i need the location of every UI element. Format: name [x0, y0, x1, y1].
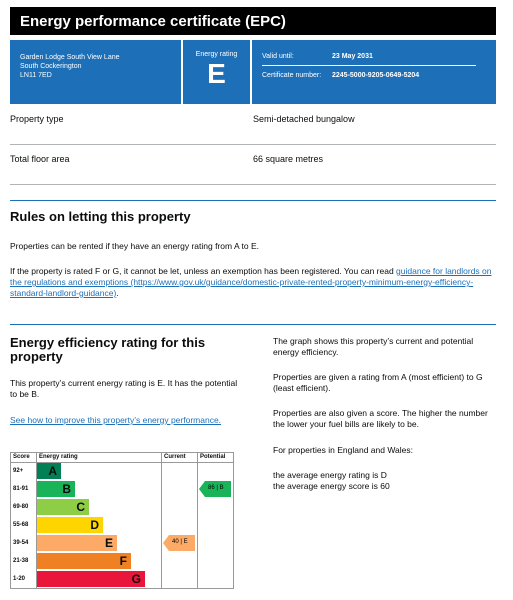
band-letter-c: C	[76, 500, 85, 514]
average-score-text: the average energy score is 60	[273, 481, 390, 491]
floor-area-label: Total floor area	[10, 154, 70, 164]
band-letter-e: E	[104, 536, 113, 550]
band-bar-a	[37, 463, 61, 479]
letting-heading: Rules on letting this property	[10, 209, 191, 224]
floor-area-row	[10, 145, 496, 185]
property-address	[10, 40, 183, 104]
exemption-text: If the property is rated F or G, it cannot be let, unless an exemption has been registered. You can read	[10, 266, 397, 276]
band-bar-b	[37, 481, 75, 497]
score-column-header: Score	[13, 454, 30, 460]
rating-column-header: Energy rating	[39, 454, 78, 460]
potential-rating-arrow	[199, 481, 231, 497]
band-bar-e	[37, 535, 117, 551]
band-bar-d	[37, 517, 103, 533]
score-explanation: Properties are also given a score. The higher the number the lower your fuel bills are likely to be.	[273, 408, 488, 429]
improve-link-para	[10, 415, 235, 426]
band-letter-a: A	[48, 464, 57, 478]
band-letter-d: D	[90, 518, 99, 532]
address-line: LN11 7ED	[20, 72, 52, 79]
certificate-number-value: 2245-5000-9205-0649-5204	[332, 72, 420, 79]
exemption-text-end: .	[116, 288, 119, 298]
landlord-guidance-link[interactable]: guidance for landlords on the regulations and exemptions (https://www.gov.uk/guidance/domestic-private-rented-property-minimum-energy-efficiency-standard-landlord-guidance)	[10, 266, 492, 298]
section-divider	[10, 324, 496, 325]
certificate-number-label: Certificate number:	[262, 72, 322, 79]
graph-explanation: The graph shows this property’s current and potential energy efficiency.	[273, 336, 474, 357]
letting-exemption-text	[10, 266, 500, 299]
address-line: South Cockerington	[20, 63, 82, 70]
band-score-g: 1-20	[13, 576, 26, 582]
property-type-value: Semi-detached bungalow	[253, 114, 355, 124]
current-rating-arrow	[163, 535, 195, 551]
address-line: Garden Lodge South View Lane	[20, 54, 120, 61]
energy-rating-chart	[10, 452, 234, 589]
current-rating-text: This property’s current energy rating is E. It has the potential to be B.	[10, 378, 238, 399]
band-letter-b: B	[62, 482, 71, 496]
band-score-c: 69-80	[13, 504, 29, 510]
valid-until-value: 23 May 2031	[332, 53, 373, 60]
average-rating-text: the average energy rating is D	[273, 470, 387, 480]
property-type-label: Property type	[10, 114, 64, 124]
energy-rating-label: Energy rating	[195, 51, 238, 58]
band-score-d: 55-68	[13, 522, 29, 528]
band-letter-f: F	[119, 554, 127, 568]
improve-performance-link[interactable]: See how to improve this property’s energy performance.	[10, 415, 222, 425]
section-divider	[10, 200, 496, 201]
certificate-summary	[10, 40, 496, 104]
band-score-a: 92+	[13, 468, 24, 474]
efficiency-heading: Energy efficiency rating for this property	[10, 335, 206, 364]
band-bar-f	[37, 553, 131, 569]
band-score-e: 39-54	[13, 540, 29, 546]
band-letter-g: G	[131, 572, 141, 586]
band-bar-c	[37, 499, 89, 515]
rating-explanation: Properties are given a rating from A (most efficient) to G (least efficient).	[273, 372, 483, 393]
column-divider	[161, 453, 162, 588]
property-type-row	[10, 105, 496, 145]
england-wales-label: For properties in England and Wales:	[273, 445, 414, 455]
letting-rule-text: Properties can be rented if they have an energy rating from A to E.	[10, 241, 260, 251]
column-divider	[197, 453, 198, 588]
potential-column-header: Potential	[200, 454, 226, 460]
page-title: Energy performance certificate (EPC)	[10, 7, 496, 35]
energy-rating-box	[183, 40, 252, 104]
band-score-f: 21-38	[13, 558, 29, 564]
certificate-meta	[252, 40, 496, 104]
energy-rating-letter: E	[207, 58, 226, 89]
band-score-b: 81-91	[13, 486, 29, 492]
current-column-header: Current	[164, 454, 186, 460]
potential-rating-arrow-label: 86 | B	[205, 481, 231, 497]
valid-until-label: Valid until:	[262, 53, 294, 60]
band-bar-g	[37, 571, 145, 587]
current-rating-arrow-label: 40 | E	[169, 535, 195, 551]
floor-area-value: 66 square metres	[253, 154, 324, 164]
